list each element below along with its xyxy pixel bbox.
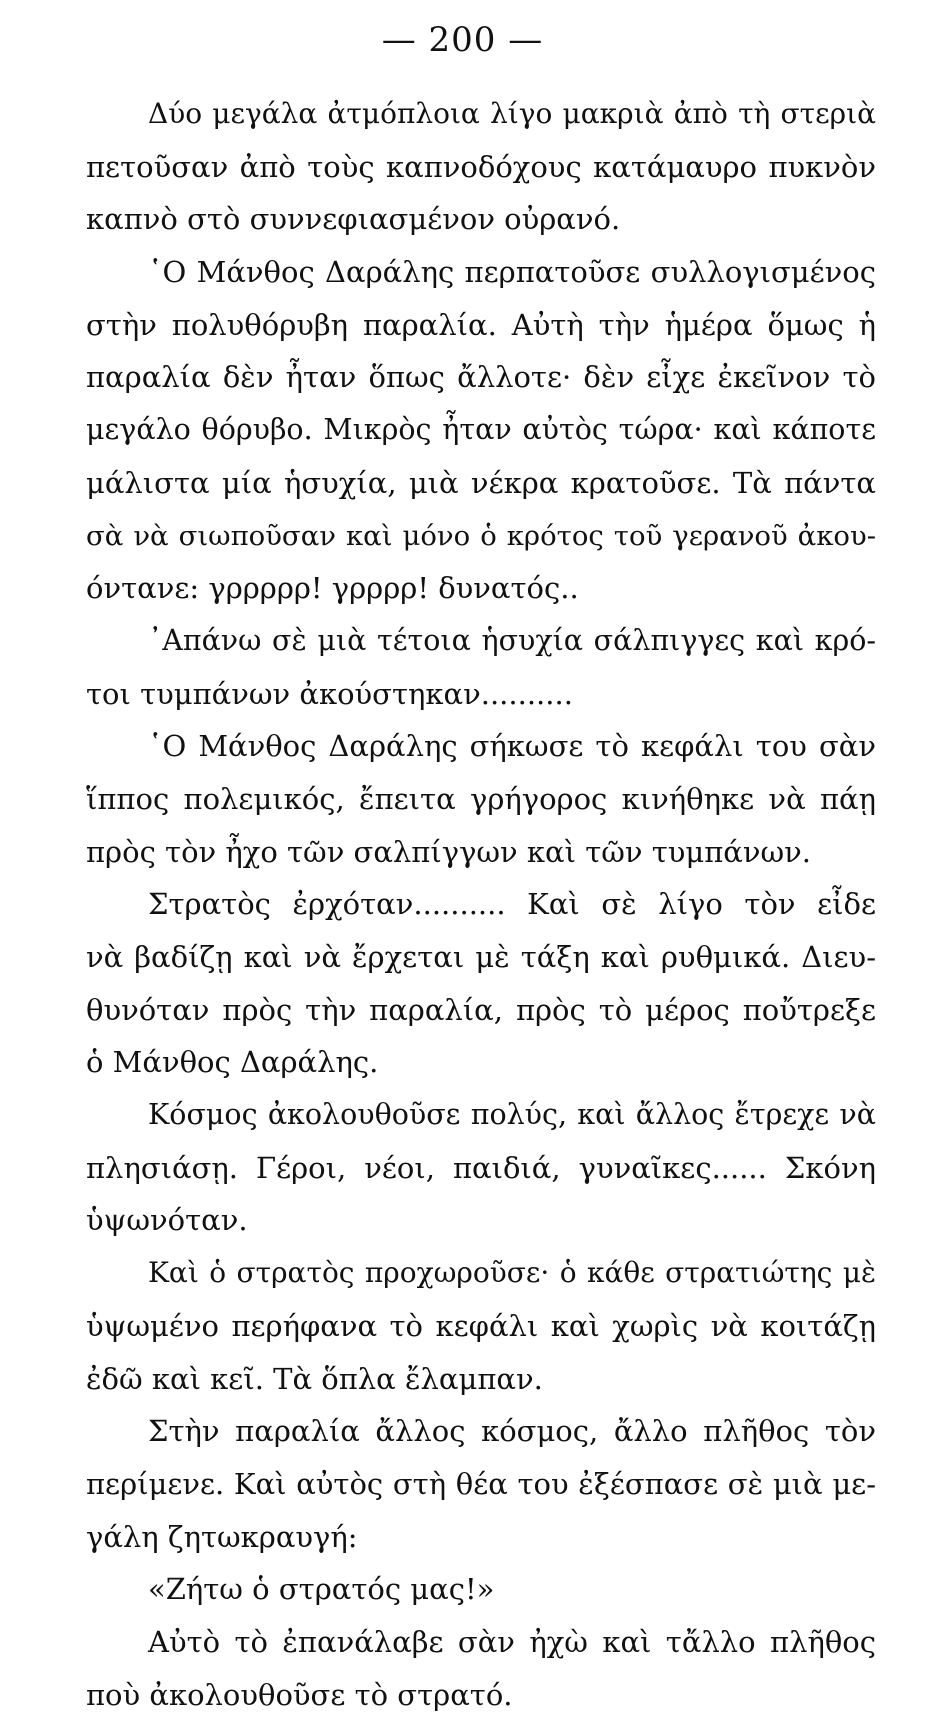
text-line: στὴν πολυθόρυβη παραλία. Αὐτὴ τὴν ἡμέρα ὅμως ἡ bbox=[86, 307, 876, 342]
page-number: — 200 — bbox=[381, 20, 544, 60]
text-line: Δύο μεγάλα ἀτμόπλοια λίγο μακριὰ ἀπὸ τὴ στεριὰ bbox=[148, 97, 876, 130]
text-line: μάλιστα μία ἡσυχία, μιὰ νέκρα κρατοῦσε. Τὰ πάντα bbox=[86, 465, 876, 500]
text-line: παραλία δὲν ἦταν ὅπως ἄλλοτε· δὲν εἶχε ἐκεῖνον τὸ bbox=[86, 360, 876, 395]
text-line: πρὸς τὸν ἦχο τῶν σαλπίγγων καὶ τῶν τυμπάνων. bbox=[86, 834, 812, 869]
text-line: θυνόταν πρὸς τὴν παραλία, πρὸς τὸ μέρος ποὔτρεξε bbox=[86, 992, 876, 1027]
text-line: πλησιάσῃ. Γέροι, νέοι, παιδιά, γυναῖκες...... Σκόνη bbox=[86, 1150, 876, 1185]
text-line: ὑψωνόταν. bbox=[86, 1203, 248, 1238]
body-text bbox=[86, 88, 876, 1721]
text-line: Καὶ ὁ στρατὸς προχωροῦσε· ὁ κάθε στρατιώτης μὲ bbox=[148, 1256, 876, 1290]
text-line: τοι τυμπάνων ἀκούστηκαν.......... bbox=[86, 676, 573, 711]
text-line: ὁ Μάνθος Δαράλης. bbox=[86, 1045, 379, 1080]
text-line: καπνὸ στὸ συννεφιασμένον οὐρανό. bbox=[86, 202, 621, 237]
text-line: ῾Ο Μάνθος Δαράλης περπατοῦσε συλλογισμένος bbox=[148, 255, 876, 290]
text-line: περίμενε. Καὶ αὐτὸς στὴ θέα του ἐξέσπασε σὲ μιὰ με- bbox=[86, 1466, 876, 1501]
text-line: πετοῦσαν ἀπὸ τοὺς καπνοδόχους κατάμαυρο πυκνὸν bbox=[86, 149, 876, 184]
text-line: ᾿Απάνω σὲ μιὰ τέτοια ἡσυχία σάλπιγγες καὶ κρό- bbox=[148, 623, 876, 657]
text-line: όντανε: γρρρρρ! γρρρρ! δυνατός.. bbox=[86, 571, 579, 606]
text-line: ἐδῶ καὶ κεῖ. Τὰ ὅπλα ἔλαμπαν. bbox=[86, 1361, 543, 1396]
text-line: Στρατὸς ἐρχόταν.......... Καὶ σὲ λίγο τὸν εἶδε bbox=[148, 887, 876, 922]
text-line: σὰ νὰ σιωποῦσαν καὶ μόνο ὁ κρότος τοῦ γερανοῦ ἀκου- bbox=[86, 519, 876, 552]
text-line: ῾Ο Μάνθος Δαράλης σήκωσε τὸ κεφάλι του σὰν bbox=[148, 729, 876, 764]
text-line: Κόσμος ἀκολουθοῦσε πολύς, καὶ ἄλλος ἔτρεχε νὰ bbox=[148, 1098, 876, 1132]
text-line: μεγάλο θόρυβο. Μικρὸς ἦταν αὐτὸς τώρα· καὶ κάποτε bbox=[86, 413, 876, 447]
text-line: Αὐτὸ τὸ ἐπανάλαβε σὰν ἠχὼ καὶ τἄλλο πλῆθος bbox=[148, 1624, 876, 1659]
text-line: νὰ βαδίζῃ καὶ νὰ ἔρχεται μὲ τάξη καὶ ρυθμικά. Διευ- bbox=[86, 940, 876, 974]
text-line: ἵππος πολεμικός, ἔπειτα γρήγορος κινήθηκε νὰ πάῃ bbox=[86, 781, 876, 816]
text-line: «Ζήτω ὁ στρατός μας!» bbox=[148, 1572, 495, 1607]
text-line: ὑψωμένο περήφανα τὸ κεφάλι καὶ χωρὶς νὰ κοιτάζῃ bbox=[86, 1308, 876, 1343]
text-line: γάλη ζητωκραυγή: bbox=[86, 1519, 358, 1554]
text-line: Στὴν παραλία ἄλλος κόσμος, ἄλλο πλῆθος τὸν bbox=[148, 1414, 876, 1449]
text-line: ποὺ ἀκολουθοῦσε τὸ στρατό. bbox=[86, 1677, 513, 1712]
